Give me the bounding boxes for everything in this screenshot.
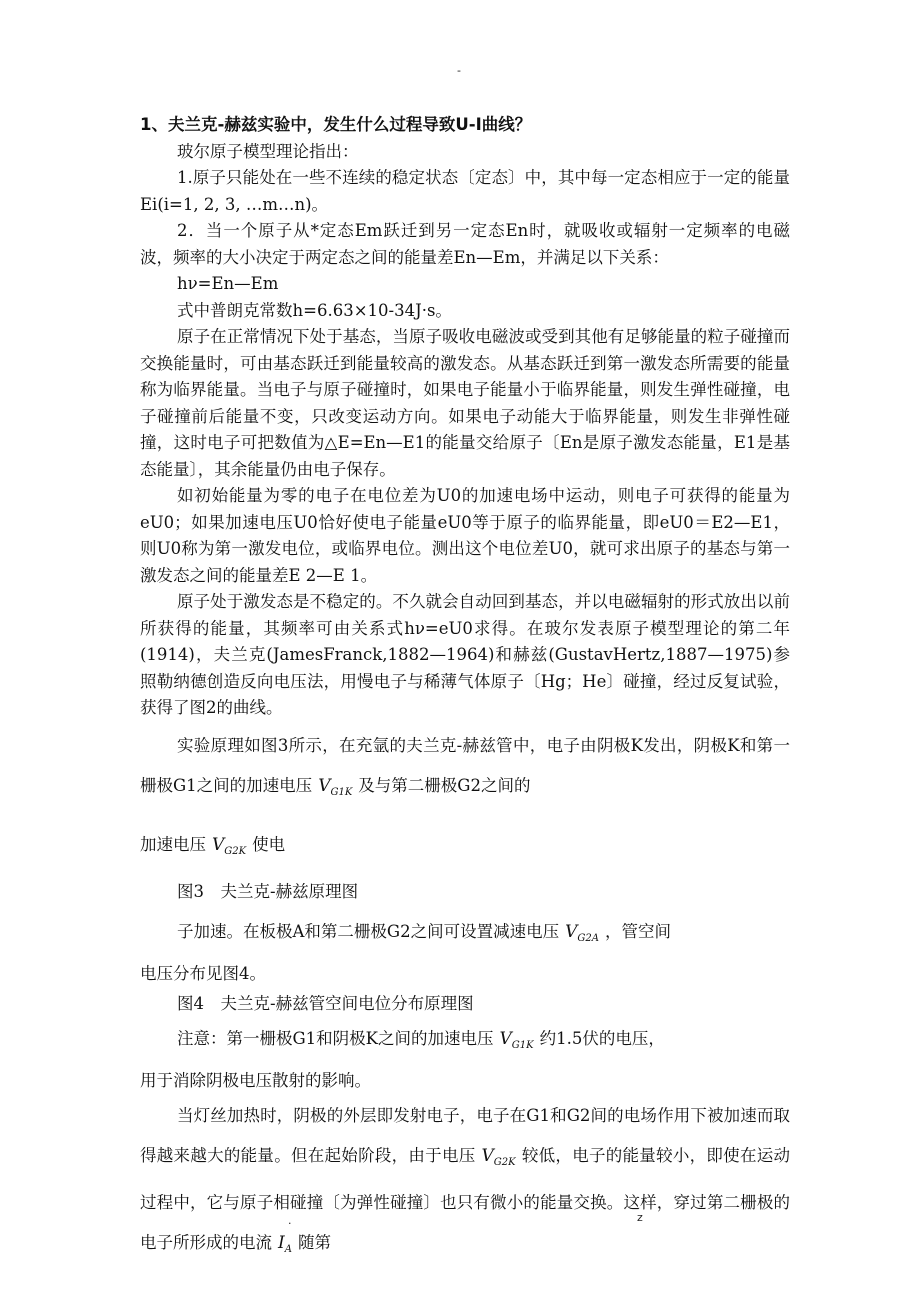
paragraph-postulate-2: 2．当一个原子从*定态Em跃迁到另一定态En时，就吸收或辐射一定频率的电磁波，频率的大小决定于两定态之间的能量差En—Em，并满足以下关系： [140,221,790,267]
paragraph-filament [140,1096,790,1270]
paragraph-principle-cont [140,825,790,872]
paragraph-deceleration [140,912,790,959]
filament-text-c: 随第 [297,1232,331,1252]
figure-4-caption: 图4 夫兰克-赫兹管空间电位分布原理图 [177,993,474,1013]
paragraph-principle [140,726,790,813]
symbol-i-a: $I_A$ [278,1232,292,1255]
footer-left-mark: . [288,1214,292,1227]
question-heading: 1、夫兰克-赫兹实验中，发生什么过程导致U-I曲线？ [140,115,532,134]
deceleration-text-a: 子加速。在板极A和第二栅极G2之间可设置减速电压 [177,921,560,941]
paragraph-voltage-distribution: 电压分布见图4。 [140,963,266,983]
paragraph-postulate-1: 1.原子只能处在一些不连续的稳定状态〔定态〕中，其中每一定态相应于一定的能量Ei(i=1, 2, 3, …m…n)。 [140,168,790,214]
equation-frequency: hν=En—Em [177,274,279,293]
footer-right-mark: z [637,1211,643,1224]
principle-cont-text-a: 加速电压 [140,834,206,854]
symbol-v-g2k-filament: $V_{G2K}$ [481,1145,516,1168]
note-text-b: 约1.5伏的电压， [539,1028,665,1048]
principle-text-a: 实验原理如图3所示，在充氩的夫兰克-赫兹管中，电子由阴极K发出，阴极K和第一栅极G1之间的加速电压 [140,735,790,795]
figure-3-caption: 图3 夫兰克-赫兹原理图 [177,881,359,901]
symbol-v-g2k: $V_{G2K}$ [212,834,247,857]
principle-text-b: 及与第二栅极G2之间的 [358,775,531,795]
symbol-v-g1k: $V_{G1K}$ [318,775,353,798]
paragraph-collisions: 原子在正常情况下处于基态，当原子吸收电磁波或受到其他有足够能量的粒子碰撞而交换能量时，可由基态跃迁到能量较高的激发态。从基态跃迁到第一激发态所需要的能量称为临界能量。当电子与原子碰撞时，如果电子能量小于临界能量，则发生弹性碰撞，电子碰撞前后能量不变，只改变运动方向。如果电子动能大于临界能量，则发生非弹性碰撞，这时电子可把数值为△E=En—E1的能量交给原子〔En是原子激发态能量，E1是基态能量〕，其余能量仍由电子保存。 [140,327,790,479]
principle-cont-text-b: 使电 [252,834,286,854]
paragraph-note [140,1019,790,1066]
document-body [140,112,790,1270]
header-mark: - [457,64,461,77]
paragraph-bohr-intro: 玻尔原子模型理论指出： [177,141,359,161]
filament-text-b: 较低，电子的能量较小，即使在运动过程中，它与原子相碰撞〔为弹性碰撞〕也只有微小的能量交换。这样，穿过第二栅极的电子所形成的电流 [140,1145,791,1252]
symbol-v-g1k-note: $V_{G1K}$ [499,1028,534,1051]
paragraph-history: 原子处于激发态是不稳定的。不久就会自动回到基态，并以电磁辐射的形式放出以前所获得的能量，其频率可由关系式hν=eU0求得。在玻尔发表原子模型理论的第二年(1914)，夫兰克(JamesFranck,1882—1964)和赫兹(GustavHertz,1887—1975)参照勒纳德创造反向电压法，用慢电子与稀薄气体原子〔Hg；He〕碰撞，经过反复试验，获得了图2的曲线。 [140,592,790,717]
deceleration-text-b: ，管空间 [604,921,671,941]
filament-text-a: 当灯丝加热时，阴极的外层即发射电子，电子在G1和G2间的电场作用下被加速而取得越来越大的能量。但在起始阶段，由于电压 [140,1105,790,1165]
paragraph-planck-constant: 式中普朗克常数h=6.63×10-34J·s。 [177,300,452,320]
note-text-a: 注意：第一栅极G1和阴极K之间的加速电压 [177,1028,494,1048]
paragraph-excitation-potential: 如初始能量为零的电子在电位差为U0的加速电场中运动，则电子可获得的能量为eU0；如果加速电压U0恰好使电子能量eU0等于原子的临界能量，即eU0＝E2—E1，则U0称为第一激发电位，或临界电位。测出这个电位差U0，就可求出原子的基态与第一激发态之间的能量差E 2—E 1。 [140,486,790,585]
symbol-v-g2a: $V_{G2A}$ [565,921,599,944]
paragraph-note-cont: 用于消除阴极电压散射的影响。 [140,1070,371,1090]
